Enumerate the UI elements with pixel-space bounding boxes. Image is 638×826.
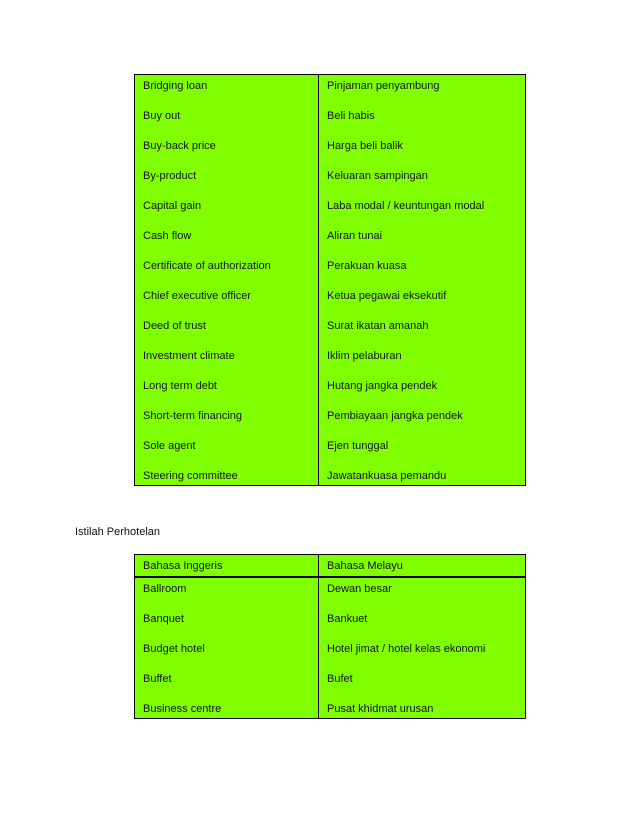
fin-malay-term: Beli habis [327,110,375,122]
hotel-malay-term: Hotel jimat / hotel kelas ekonomi [327,643,486,655]
hotel-english-term: Business centre [143,703,222,715]
fin-english-term: Buy-back price [143,140,216,152]
fin-english-term: Certificate of authorization [143,260,271,272]
fin-malay-term: Laba modal / keuntungan modal [327,200,485,212]
fin-english-term: Bridging loan [143,80,208,92]
fin-malay-term: Aliran tunai [327,230,383,242]
hotel-english-term: Banquet [143,613,184,625]
hotel-english-column [135,578,319,719]
header-english-label: Bahasa Inggeris [143,560,223,572]
hotel-malay-term: Pusat khidmat urusan [327,703,434,715]
hotel-malay-term: Dewan besar [327,583,392,595]
fin-english-term: Capital gain [143,200,202,212]
finance-glossary-table [134,74,526,486]
fin-english-term: Long term debt [143,380,217,392]
fin-english-term: Sole agent [143,440,196,452]
fin-malay-term: Jawatankuasa pemandu [327,470,447,482]
header-malay [319,555,526,577]
fin-english-term: Steering committee [143,470,238,482]
fin-malay-term: Pembiayaan jangka pendek [327,410,463,422]
fin-english-term: Deed of trust [143,320,206,332]
hotel-malay-term: Bankuet [327,613,368,625]
fin-malay-term: Hutang jangka pendek [327,380,438,392]
fin-malay-term: Keluaran sampingan [327,170,428,182]
fin-malay-term: Iklim pelaburan [327,350,402,362]
hotel-english-term: Ballroom [143,583,187,595]
hotel-glossary-table [134,577,526,719]
fin-english-term: Cash flow [143,230,192,242]
hotel-glossary-header [134,554,526,577]
header-english [135,555,319,577]
fin-english-term: Short-term financing [143,410,243,422]
section-title: Istilah Perhotelan [75,526,160,538]
fin-english-term: Investment climate [143,350,235,362]
fin-malay-term: Harga beli balik [327,140,403,152]
fin-english-term: Chief executive officer [143,290,252,302]
fin-malay-term: Pinjaman penyambung [327,80,440,92]
fin-malay-term: Ketua pegawai eksekutif [327,290,447,302]
fin-english-term: By-product [143,170,197,182]
hotel-malay-column [319,578,526,719]
fin-english-term: Buy out [143,110,181,122]
fin-malay-term: Perakuan kuasa [327,260,407,272]
fin-malay-term: Surat ikatan amanah [327,320,429,332]
header-malay-label: Bahasa Melayu [327,560,403,572]
hotel-english-term: Budget hotel [143,643,205,655]
finance-malay-column [319,75,526,486]
fin-malay-term: Ejen tunggal [327,440,389,452]
finance-english-column [135,75,319,486]
hotel-malay-term: Bufet [327,673,353,685]
hotel-english-term: Buffet [143,673,172,685]
